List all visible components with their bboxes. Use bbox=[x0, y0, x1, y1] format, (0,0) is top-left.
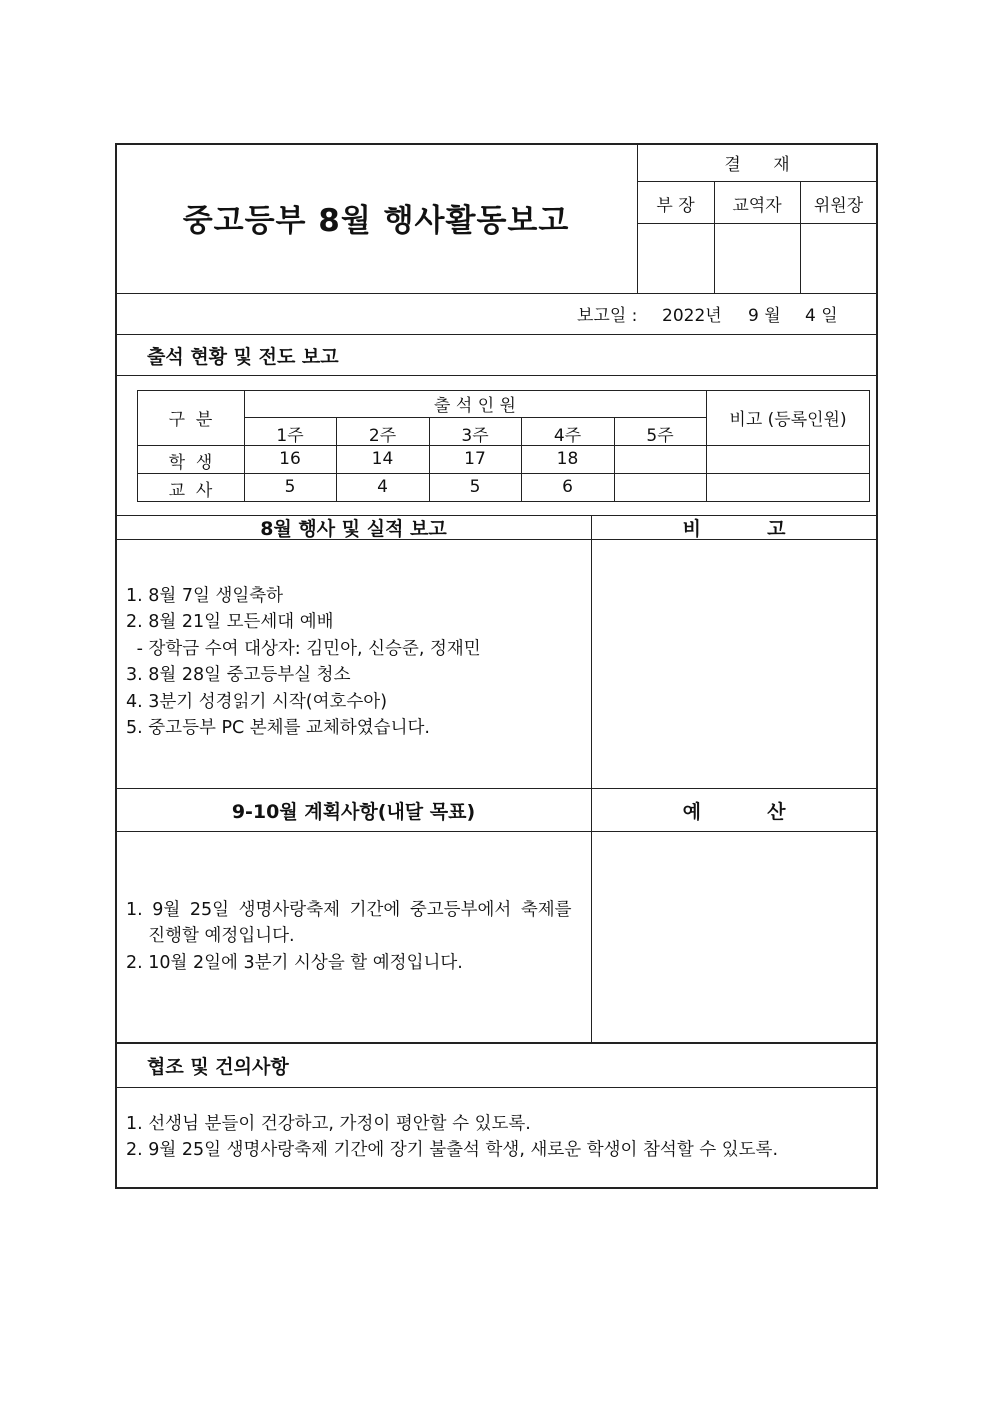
report-date-month: 9 월 bbox=[748, 306, 781, 326]
att-students-w3: 17 bbox=[464, 449, 486, 469]
plan-item-2: 2. 10월 2일에 3분기 시상을 할 예정입니다. bbox=[126, 953, 463, 973]
report-date-day: 4 일 bbox=[805, 306, 838, 326]
event-item-3: 3. 8월 28일 중고등부실 청소 bbox=[126, 665, 351, 685]
att-week-4: 4주 bbox=[553, 426, 582, 446]
event-item-4: 4. 3분기 성경읽기 시작(여호수아) bbox=[126, 692, 388, 712]
att-teachers-w4: 6 bbox=[562, 477, 573, 497]
event-item-2: 2. 8월 21일 모든세대 예배 bbox=[126, 612, 334, 632]
approver-dept-head: 부 장 bbox=[656, 196, 695, 216]
approval-line-2 bbox=[637, 223, 877, 224]
attendance-section-title: 출석 현황 및 전도 보고 bbox=[147, 346, 339, 368]
att-line-row2 bbox=[137, 473, 870, 474]
divider-cooperation-top bbox=[116, 1042, 877, 1044]
att-week-3: 3주 bbox=[461, 426, 489, 446]
plan-item-1: 1. 9월 25일 생명사랑축제 기간에 중고등부에서 축제를 bbox=[126, 900, 572, 920]
event-item-1: 1. 8월 7일 생일축하 bbox=[126, 586, 284, 606]
att-attendance-header: 출 석 인 원 bbox=[434, 396, 516, 416]
att-note-header: 비고 (등록인원) bbox=[729, 410, 847, 430]
att-teachers-w1: 5 bbox=[284, 477, 296, 497]
att-row-students-label: 학 생 bbox=[168, 453, 213, 473]
approval-line-1 bbox=[637, 181, 877, 182]
att-category-header: 구 분 bbox=[168, 410, 213, 430]
att-students-w2: 14 bbox=[371, 449, 394, 469]
divider-plans-top bbox=[116, 788, 877, 789]
events-title: 8월 행사 및 실적 보고 bbox=[260, 518, 447, 540]
att-row-teachers-label: 교 사 bbox=[168, 481, 213, 501]
att-week-5: 5주 bbox=[646, 426, 674, 446]
plans-title: 9-10월 계획사항(내달 목표) bbox=[231, 801, 476, 823]
divider-cooperation-title bbox=[116, 1087, 877, 1088]
att-week-2: 2주 bbox=[368, 426, 397, 446]
att-students-w1: 16 bbox=[279, 449, 301, 469]
event-item-5: 5. 중고등부 PC 본체를 교체하였습니다. bbox=[126, 718, 430, 738]
divider-plans-title bbox=[116, 831, 877, 832]
att-line-weeks bbox=[244, 417, 706, 418]
divider-events-title bbox=[116, 539, 877, 540]
divider-attendance-top bbox=[116, 334, 877, 335]
divider-date-top bbox=[116, 293, 877, 294]
att-teachers-w2: 4 bbox=[377, 477, 388, 497]
events-note-title: 비 고 bbox=[682, 518, 786, 540]
report-date-year: 2022년 bbox=[662, 306, 722, 326]
att-week-1: 1주 bbox=[276, 426, 304, 446]
approver-chair: 위원장 bbox=[813, 196, 864, 216]
report-date-label: 보고일 : bbox=[577, 306, 638, 326]
divider-right-column bbox=[591, 515, 592, 1043]
event-item-2-detail: - 장학금 수여 대상자: 김민아, 신승준, 정재민 bbox=[131, 639, 481, 659]
cooperation-item-1: 1. 선생님 분들이 건강하고, 가정이 평안할 수 있도록. bbox=[126, 1114, 531, 1134]
plan-item-1-cont: 진행할 예정입니다. bbox=[126, 926, 295, 946]
cooperation-title: 협조 및 건의사항 bbox=[147, 1056, 289, 1078]
approver-pastor: 교역자 bbox=[732, 196, 782, 216]
approval-label: 결 재 bbox=[724, 155, 790, 175]
plans-budget-title: 예 산 bbox=[682, 801, 786, 823]
att-teachers-w3: 5 bbox=[469, 477, 481, 497]
report-title: 중고등부 8월 행사활동보고 bbox=[182, 203, 570, 239]
divider-attendance-title bbox=[116, 375, 877, 376]
cooperation-item-2: 2. 9월 25일 생명사랑축제 기간에 장기 불출석 학생, 새로운 학생이 참석할 수 있도록. bbox=[126, 1140, 779, 1160]
att-students-w4: 18 bbox=[556, 449, 579, 469]
